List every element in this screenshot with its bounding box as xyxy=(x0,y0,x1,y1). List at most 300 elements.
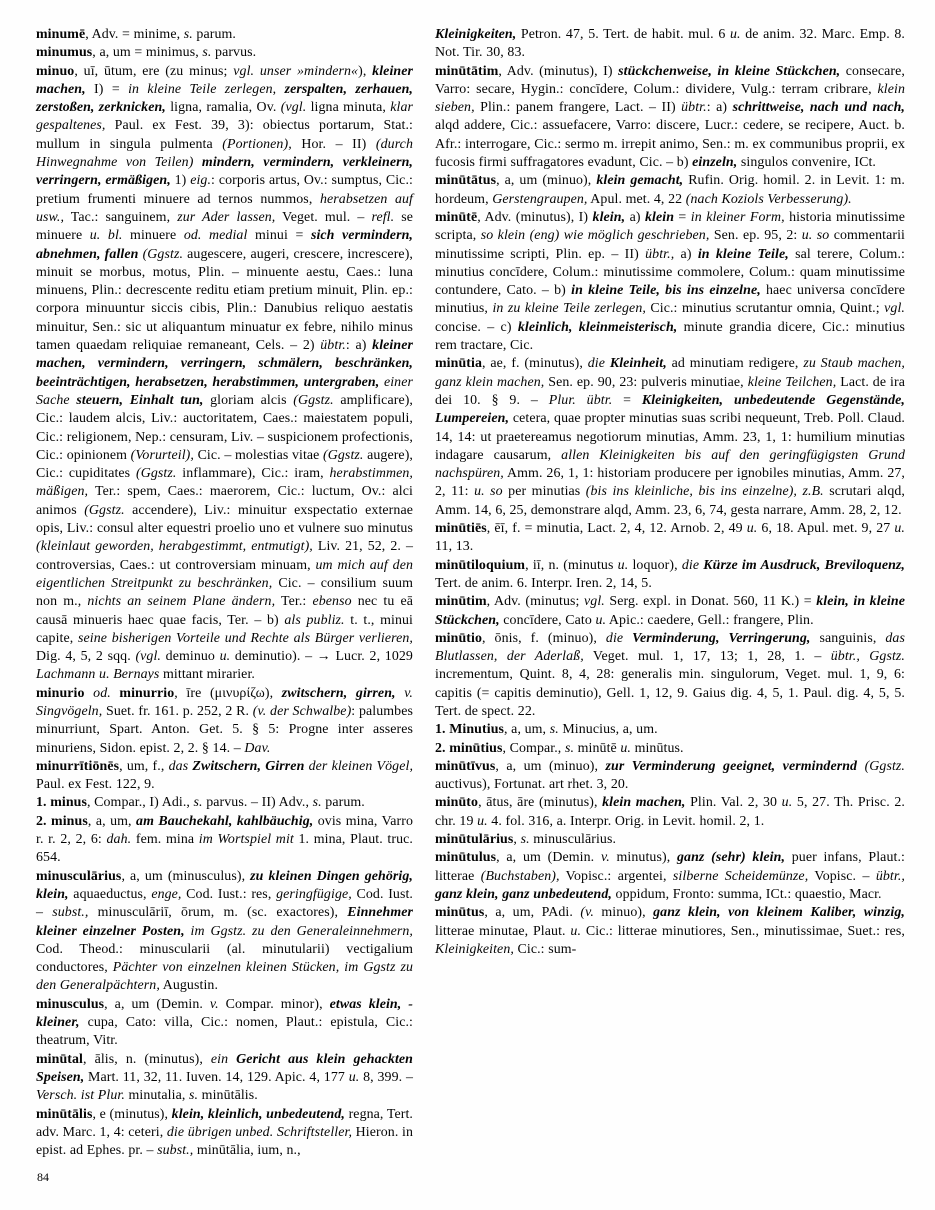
text-segment: Ter.: xyxy=(275,594,313,610)
entry-2-minutius xyxy=(435,740,905,758)
text-segment: stückchenweise, in kleine Stückchen, xyxy=(618,63,841,79)
text-segment: , ātus, āre (minutus), xyxy=(478,795,603,811)
headword: minumus xyxy=(36,45,93,61)
text-segment: die xyxy=(605,630,633,646)
text-segment: Cic. – consilium suum non m., xyxy=(36,575,413,610)
text-segment: , a, um (Demin. xyxy=(104,996,210,1012)
text-segment: Plur. übtr. xyxy=(548,392,613,408)
text-segment: Kleinigkeiten, unbedeutende Gegenstände, Lumpereien, xyxy=(435,392,905,427)
text-segment: , xyxy=(513,832,521,848)
text-segment: parvus. – II) Adv., xyxy=(202,795,313,811)
text-segment: 11, 13. xyxy=(435,539,474,555)
text-segment: Kleinigkeiten, xyxy=(435,941,514,957)
text-segment: deminutio). – → Lucr. 2, 1029 xyxy=(230,649,413,665)
text-segment: Apul. met. 4, 22 xyxy=(587,191,686,207)
headword: minūtātim xyxy=(435,63,499,79)
text-segment: ), xyxy=(358,63,373,79)
text-segment: , ēī, f. = minutia, Lact. 2, 4, 12. Arnob. 2, 49 xyxy=(486,521,747,537)
text-segment: a) xyxy=(625,209,645,225)
entry-minutim xyxy=(435,593,905,630)
text-segment: (Ggstz. xyxy=(864,758,906,774)
text-segment: Paul. ex Fest. 39, 3): obiectus portarum, Stat.: mullum in singula pulmenta xyxy=(36,118,413,152)
text-segment: s. xyxy=(183,27,193,42)
text-segment: (durch Hinwegnahme von Teilen) xyxy=(36,136,413,171)
text-segment: klar gespaltenes, xyxy=(36,100,414,134)
text-segment: in kleine Teile, xyxy=(697,246,789,262)
text-segment: auctivus), Fortunat. art rhet. 3, 20. xyxy=(435,777,629,793)
text-segment: ganz (sehr) klein, xyxy=(676,850,786,866)
text-segment: kleinlich, kleinmeisterisch, xyxy=(517,319,678,335)
text-segment: übtr., xyxy=(645,246,675,262)
text-segment: subst., xyxy=(157,1143,194,1159)
text-segment: , īre (μινυρίζω), xyxy=(174,685,282,701)
text-segment: , xyxy=(272,81,285,97)
text-segment: Amm. 26, 1, 1: historiam producere per ignobiles minutias, Amm. 27, 2, 11: xyxy=(435,466,905,500)
text-segment xyxy=(857,759,864,774)
text-segment: amplificare), Cic.: laudem alcis, Liv.: auctoritatem, Caes.: maiestatem populi, Cic.: religionem, Nep.: censuram, Liv. – suspicionem profectionis, Cic.: opinionem xyxy=(36,392,414,463)
text-segment: zu Staub machen, ganz klein machen, xyxy=(435,356,906,390)
text-segment: s. xyxy=(312,795,322,811)
entry-1-minutius xyxy=(435,721,905,739)
text-segment: Suet. fr. 161. p. 252, 2 R. xyxy=(102,703,253,719)
text-segment: : a) xyxy=(706,100,733,116)
text-segment: minui = xyxy=(247,228,311,244)
text-segment: , ōnis, f. (minuo), xyxy=(482,630,606,646)
text-segment: (Portionen), xyxy=(222,136,292,152)
text-segment: , Adv. (minutus), I) xyxy=(498,63,619,79)
text-segment: Sen. ep. 95, 2: xyxy=(709,228,802,244)
text-segment: sal terere, Colum.: minutius concīdere, Colum.: minutissime commolere, Colum.: quam minutissime contundere, Cato. – b) xyxy=(435,246,905,299)
text-segment: (kleinlaut geworden, herabgestimmt, entmutigt), xyxy=(36,539,313,555)
text-segment: zwitschern, girren, xyxy=(281,685,396,701)
text-segment: zur Verminderung geeignet, vermindernd xyxy=(605,758,858,774)
text-segment: (Ggstz. xyxy=(293,392,334,408)
text-segment: Einnehmer kleiner einzelner Posten, xyxy=(36,905,413,939)
text-segment: se minuere xyxy=(36,209,413,244)
text-segment: ein xyxy=(210,1051,237,1067)
text-segment: ganz klein, von kleinem Kaliber, winzig, xyxy=(653,905,905,921)
entry-minutulus xyxy=(435,849,905,904)
text-segment: nec tu eā causā minueris haec quae facis, Ter. – b) xyxy=(36,594,413,628)
text-segment: minutus), xyxy=(609,850,677,866)
entry-minutio xyxy=(435,630,905,721)
text-segment: (nach Koziols Verbesserung). xyxy=(685,191,852,207)
text-segment: Cod. Iust.: res, xyxy=(181,886,277,902)
page-number: 84 xyxy=(37,1170,49,1184)
headword: minurrītiōnēs xyxy=(36,758,120,774)
entry-minutularius xyxy=(435,831,905,849)
text-segment: u. bl. xyxy=(89,228,123,244)
entry-2-minus xyxy=(36,813,413,868)
text-segment: u. xyxy=(570,923,582,939)
text-segment: Liv. 21, 52, 2. – controversias, Caes.: ut controversiam minuam, xyxy=(36,539,413,573)
text-segment: s. xyxy=(193,795,203,811)
text-segment: in kleine Teile, bis ins einzelne, xyxy=(571,283,761,299)
text-segment: u. xyxy=(219,649,231,665)
text-segment: , a, um (minuo), xyxy=(495,758,606,774)
text-segment: , a, um, PAdi. xyxy=(484,905,581,921)
entry-minutivus xyxy=(435,758,905,795)
text-segment: in kleine Teile zerlegen xyxy=(128,81,273,97)
text-segment: s. xyxy=(564,740,575,756)
text-segment: (Vorurteil), xyxy=(130,447,194,463)
text-segment: v. xyxy=(600,850,610,866)
text-segment: minūtālia, ium, n., xyxy=(193,1143,301,1159)
text-segment: dah. xyxy=(106,832,132,848)
headword: minusculus xyxy=(36,996,105,1012)
text-segment: : palumbes minurriunt, Spart. Anton. Get. 5. § 5: Progne inter asseres minuriens, Sidon. epist. 2, 2. § 14. – xyxy=(36,703,413,756)
text-segment: minuere xyxy=(122,228,184,244)
text-segment: minūtālis. xyxy=(198,1088,258,1104)
text-segment: Paul. ex Fest. 122, 9. xyxy=(36,777,155,793)
text-segment: das xyxy=(168,758,193,774)
text-segment: , ae, f. (minutus), xyxy=(482,356,588,372)
text-segment: im Ggstz. zu den Generaleinnehmern, xyxy=(190,923,414,939)
text-segment: Vopisc. – xyxy=(808,868,876,884)
text-segment: 5, 27. Th. Prisc. 2. chr. 19 xyxy=(435,795,905,829)
text-segment: : a) xyxy=(345,338,373,354)
text-segment: scrutari alqd, Amm. 14, 6, 25, demonstrare alqd, Amm. 23, 6, 74, gesta narrare, Amm. 28, 2, 12. xyxy=(435,484,905,518)
text-segment: , a, um (minuo), xyxy=(496,173,597,189)
entry-minutalis xyxy=(36,1106,413,1161)
text-segment: fem. mina xyxy=(131,832,199,848)
text-segment: übtr. xyxy=(681,100,707,116)
text-segment: ganz klein, ganz unbedeutend, xyxy=(435,886,612,902)
text-segment: Lachmann u. Bernays xyxy=(36,667,160,683)
text-segment: parvus. xyxy=(211,45,257,61)
text-segment: Pächter von einzelnen kleinen Stücken, im Ggstz zu den Generalpächtern, xyxy=(36,960,414,994)
text-segment: Cod. Iust. – xyxy=(36,886,414,921)
text-segment: aquaeductus, xyxy=(68,886,152,902)
text-segment: u. xyxy=(477,813,488,829)
headword: minūtal xyxy=(36,1051,84,1067)
text-segment: Veget. mul. 1, 17, 13; 1, 28, 1. – xyxy=(583,649,831,665)
headword: minūtia xyxy=(435,356,483,372)
text-segment: s. xyxy=(202,45,212,61)
text-segment: commentarii minutissime scripti, Plin. ep. – II) xyxy=(435,228,906,262)
text-segment: die übrigen unbed. Schriftsteller, xyxy=(166,1124,353,1140)
text-segment: 1) xyxy=(170,173,191,189)
text-segment: Mart. 11, 32, 11. Iuven. 14, 129. Apic. 4, 177 xyxy=(84,1069,349,1085)
text-segment: u. xyxy=(595,612,607,628)
text-segment: accendere), Liv.: minuitur exspectatio externae opis, Liv.: consul alter equestri proelio uno et vulnere suo minutus xyxy=(36,502,413,537)
text-segment: 6, 18. Apul. met. 9, 27 xyxy=(757,521,895,537)
text-segment: Minucius, a, um. xyxy=(558,722,658,738)
text-segment: (v. der Schwalbe) xyxy=(252,703,352,719)
text-segment: s. xyxy=(189,1088,199,1104)
text-segment: , e (minutus), xyxy=(92,1106,172,1122)
text-segment: gloriam alcis xyxy=(203,392,294,408)
text-segment: u. so xyxy=(474,484,503,500)
text-segment: (bis ins kleinliche, bis ins einzelne), xyxy=(585,484,798,500)
entry-minutiloquium xyxy=(435,557,905,594)
text-segment: Versch. ist Plur. xyxy=(36,1088,125,1104)
entry-minurritiones xyxy=(36,758,413,795)
text-segment: im Wortspiel mit xyxy=(198,832,294,848)
text-segment: concīdere, Cato xyxy=(499,612,596,628)
text-segment: ovis mina, Varro r. r. 2, 2, 6: xyxy=(36,813,413,848)
text-segment: cetera, quae propter minutias suas scribi nequeunt, Treb. Poll. Claud. 14, 14: ut praetereamus negotiorum minutias, Amm. 23, 1, 1: humilium minutias indagare causarum, xyxy=(435,411,905,463)
text-segment: subst., xyxy=(52,905,89,921)
text-segment: in zu kleine Teile zerlegen, xyxy=(492,301,646,317)
text-segment: parum. xyxy=(192,27,236,42)
text-segment: Dav. xyxy=(244,740,271,756)
entry-minute xyxy=(435,209,905,355)
text-segment: Lact. de ira dei 10. § 9. – xyxy=(435,374,905,408)
text-segment: concise. – c) xyxy=(435,319,518,335)
text-segment: (v. xyxy=(580,905,594,921)
text-segment: alqd addere, Cic.: assuefacere, Varro: discere, Lucr.: cedere, se recipere, Auct. b. Afr.: interrogare, Cic.: sermo m. irrepit animo, Sen.: m. ex communibus proprii, ex fucosis firmi suffragatores evadunt, Cic. – b) xyxy=(435,118,905,171)
text-segment: Hieron. in epist. ad Ephes. pr. – xyxy=(36,1124,413,1159)
headword: minurio xyxy=(36,685,85,701)
text-segment: Augustin. xyxy=(159,978,219,994)
text-segment: od. xyxy=(93,685,111,701)
entry-minutalis-continuation xyxy=(435,26,905,63)
text-segment: herabsetzen auf usw., xyxy=(36,191,414,225)
text-segment: (Ggstz. xyxy=(323,447,364,463)
text-segment xyxy=(396,686,405,701)
headword: minūtus xyxy=(435,905,485,921)
entry-minume xyxy=(36,26,413,44)
headword: minūtiloquium xyxy=(435,557,526,573)
text-segment: einzeln, xyxy=(692,155,738,171)
text-segment: klein, in kleine Stückchen, xyxy=(435,594,905,628)
text-segment: , Adv. = minime, xyxy=(85,27,184,42)
text-segment: vgl. unser »mindern« xyxy=(233,63,359,79)
headword: minūtiēs xyxy=(435,521,487,537)
text-segment: der kleinen Vögel, xyxy=(304,758,414,774)
text-segment: seine bisherigen Vorteile und Rechte als Bürger verlieren, xyxy=(78,630,413,646)
text-segment: consecare, Varro: secare, Hygin.: concīdere, Colum.: dividere, Vulg.: terram cribrare, xyxy=(435,63,905,97)
text-segment: allen Kleinigkeiten bis auf den geringfügigsten Grund nachspüren, xyxy=(435,447,905,482)
text-segment: ad minutiam redigere, xyxy=(666,356,804,372)
text-segment: einer Sache xyxy=(36,374,413,408)
text-segment: , a, um = minimus, xyxy=(92,45,203,61)
text-segment: I) = xyxy=(85,81,129,97)
text-segment: mindern, vermindern, verkleinern, verringern, ermäßigen, xyxy=(36,155,413,189)
text-segment: Hor. – II) xyxy=(291,136,376,152)
text-segment: Sen. ep. 90, 23: pulveris minutiae, xyxy=(544,374,748,390)
two-column-text-block xyxy=(36,26,905,1160)
entry-minutia xyxy=(435,355,905,520)
text-segment: puer infans, Plaut.: litterae xyxy=(435,850,905,884)
headword: minūtātus xyxy=(435,173,497,189)
text-segment: per minutias xyxy=(502,484,586,500)
text-segment: klein gemacht, xyxy=(596,173,684,189)
text-segment: um mich auf den eigentlichen Streitpunkt zu beschränken, xyxy=(36,557,414,591)
entry-minumus xyxy=(36,44,413,62)
text-segment: u. xyxy=(781,795,793,811)
text-segment: singulos convenire, ICt. xyxy=(737,155,876,171)
text-segment: die xyxy=(587,356,610,372)
text-segment: die xyxy=(681,557,704,573)
text-segment: Veget. mul. – xyxy=(275,209,372,225)
text-segment: 1. mina, Plaut. truc. 654. xyxy=(36,832,413,866)
text-segment: 8, 399. – xyxy=(359,1069,414,1085)
text-segment: incrementum, Quint. 8, 4, 28: generalis min. singulorum, Veget. mul. 1, 9, 6: capitis (= capitis deminutio), Gell. 1, 12, 9. Gaius dig. 4, 5, 1. Paul. dig. 4, 5, 5. Tert. de spect. 22. xyxy=(435,667,905,719)
text-segment: Kleinheit, xyxy=(609,356,667,372)
text-segment: Petron. 47, 5. Tert. de habit. mul. 6 xyxy=(516,27,731,42)
text-segment: am Bauchekahl, kahlbäuchig, xyxy=(136,813,314,829)
headword: minūtē xyxy=(435,209,478,225)
text-segment: , Adv. (minutus; xyxy=(486,594,585,610)
text-segment: 4. fol. 316, a. Interpr. Orig. in Levit. homil. 2, 1. xyxy=(487,813,765,829)
headword: minūtīvus xyxy=(435,758,496,774)
text-segment: (Ggstz. xyxy=(142,246,184,262)
text-segment: , uī, ūtum, ere (zu minus; xyxy=(74,63,234,79)
text-segment: z.B. xyxy=(802,484,824,500)
text-segment: Plin. Val. 2, 30 xyxy=(685,795,782,811)
text-segment: augescere, augeri, crescere, increscere), minuit se morbus, motus, Plin. – minuente aestu, Caes.: luna minuens, Plin.: decrescente reditu etiam pretium minuit, Plin. ep.: corpora minuuntur siccis cibis, Plin.: Danubius reliquo aestatis minuitur, Sen.: sic ut aliquantum minuatur ex febre, nihilo minus tamen quaedam reliquiae remaneant, Cels. – 2) xyxy=(36,246,413,354)
text-segment: , Adv. (minutus), I) xyxy=(477,209,593,225)
headword: 1. minus xyxy=(36,795,87,811)
text-segment: in kleiner Form, xyxy=(690,209,785,225)
headword: minumē xyxy=(36,27,86,42)
text-segment: v. xyxy=(209,996,219,1012)
text-segment: minute grandia dicere, Cic.: minutius rem tractare, Cic. xyxy=(435,319,905,354)
text-segment: Verminderung, Verringerung, xyxy=(632,630,811,646)
text-segment: Gerstengraupen, xyxy=(492,191,588,207)
headword: minuo xyxy=(36,63,75,79)
text-segment: Tert. de anim. 6. Interpr. Iren. 2, 14, 5. xyxy=(435,575,652,591)
text-segment: mittant mirarier. xyxy=(159,667,255,683)
text-segment: , a, um (minusculus), xyxy=(121,868,251,884)
entry-1-minus xyxy=(36,794,413,812)
text-segment: ligna minuta, xyxy=(306,100,391,116)
headword: minūtālis xyxy=(36,1106,93,1122)
text-segment: inflammare), Cic.: iram, xyxy=(176,466,330,482)
text-segment: u. so xyxy=(801,228,830,244)
text-segment: ligna, ramalia, Ov. xyxy=(165,100,281,116)
text-segment: , ālis, n. (minutus), xyxy=(83,1051,211,1067)
text-segment: regna, Tert. adv. Marc. 1, 4: ceteri, xyxy=(36,1106,413,1140)
text-segment: Cic.: minutius scrutantur omnia, Quint.; xyxy=(645,301,885,317)
entry-minusculus xyxy=(36,996,413,1051)
text-segment: u. xyxy=(348,1069,360,1085)
headword: 2. minūtius xyxy=(435,740,503,756)
headword: minūtim xyxy=(435,594,487,610)
text-segment: v. Singvögeln, xyxy=(36,685,413,719)
text-segment: , a, um (Demin. xyxy=(496,850,601,866)
text-segment: ebenso xyxy=(312,594,352,610)
text-segment: schrittweise, nach und nach, xyxy=(732,100,905,116)
text-segment xyxy=(193,155,201,170)
text-segment: , um, f., xyxy=(119,758,169,774)
text-segment xyxy=(85,686,94,701)
text-segment: minusculārius. xyxy=(529,832,617,848)
text-segment: zur Ader lassen, xyxy=(177,209,276,225)
text-segment: minūtus. xyxy=(631,740,684,756)
text-segment: minuo), xyxy=(593,905,654,921)
headword: 1. Minutius xyxy=(435,722,505,738)
text-segment: eig. xyxy=(190,173,212,189)
text-segment: minutalia, xyxy=(124,1088,189,1104)
text-segment: haec universa concīdere minutius, xyxy=(435,283,905,317)
text-segment: das Blutlassen, der Aderlaß, xyxy=(435,630,905,665)
text-segment: kleine Teilchen, xyxy=(747,374,837,390)
text-segment: augere), Cic.: cupiditates xyxy=(36,447,413,482)
text-segment: deminuo xyxy=(161,649,220,665)
text-segment: minūtē xyxy=(574,740,621,756)
text-segment: s. xyxy=(520,832,530,848)
text-segment: (Ggstz. xyxy=(136,466,177,482)
headword: minusculārius xyxy=(36,868,122,884)
text-segment: sich vermindern, abnehmen, fallen xyxy=(36,228,413,262)
text-segment: parum. xyxy=(321,795,365,811)
text-segment: Plin.: panem frangere, Lact. – II) xyxy=(474,100,682,116)
text-segment: = xyxy=(674,209,691,225)
entry-minutatus xyxy=(435,172,905,209)
text-segment: minusculāriī, ōrum, m. (sc. exactores), xyxy=(88,905,348,921)
text-segment: Compar. minor), xyxy=(218,996,330,1012)
text-segment: steuern, Einhalt tun, xyxy=(76,392,204,408)
text-segment: de anim. 32. Marc. Emp. 8. Not. Tir. 30, 83. xyxy=(435,27,905,61)
text-segment: , Compar., I) Adi., xyxy=(86,795,194,811)
text-segment: übtr., xyxy=(875,868,906,884)
headword: minurrio xyxy=(119,685,175,701)
entry-minutal xyxy=(36,1051,413,1106)
headword: minūtulus xyxy=(435,850,497,866)
entry-minurio xyxy=(36,685,413,758)
text-segment: Cic.: sum- xyxy=(513,941,577,957)
text-segment: als publiz. xyxy=(284,612,345,628)
text-segment: u. xyxy=(620,740,631,756)
text-segment: etwas klein, -kleiner, xyxy=(36,996,413,1031)
text-segment: kleiner machen, xyxy=(36,63,413,97)
text-segment: kleiner machen, vermindern, verringern, schmälern, beschränken, beeinträchtigen, herabsetzen, herabstimmen, untergraben, xyxy=(36,338,413,390)
text-segment: : corporis artus, Ov.: sumptus, Cic.: pretium frumenti minuere ad ternos nummos, xyxy=(36,173,413,207)
entry-minutus xyxy=(435,904,905,959)
text-segment: vgl. xyxy=(584,594,605,610)
text-segment: u. xyxy=(730,27,741,42)
text-segment: refl. xyxy=(371,209,395,225)
text-segment: , a, um, xyxy=(87,813,137,829)
text-segment: übtr., Ggstz. xyxy=(830,649,906,665)
text-segment: so klein (eng) wie möglich geschrieben, xyxy=(480,228,710,244)
text-segment: Cod. Theod.: minuscularii (al. minutularii) vectigalium conductores, xyxy=(36,941,413,976)
text-segment: u. xyxy=(746,521,758,537)
text-segment: loquor), xyxy=(628,557,682,573)
text-segment: (vgl. xyxy=(280,100,307,116)
text-segment: u. xyxy=(617,557,629,573)
text-segment: zu kleinen Dingen gehörig, klein, xyxy=(36,868,413,902)
text-segment: s. xyxy=(549,722,559,738)
text-segment: klein xyxy=(644,209,675,225)
text-segment: , a, um, xyxy=(504,722,550,738)
text-segment: Kürze im Ausdruck, Breviloquenz, xyxy=(703,557,905,573)
text-segment: cupa, Cato: villa, Cic.: nomen, Plaut.: epistula, Cic.: theatrum, Vitr. xyxy=(36,1015,413,1049)
text-segment: = xyxy=(612,392,642,408)
text-segment: Dig. 4, 5, 2 sqq. xyxy=(36,649,136,665)
entry-minuto xyxy=(435,794,905,831)
text-segment: (Buchstaben), xyxy=(480,868,560,884)
text-segment: a) xyxy=(674,246,698,262)
text-segment: , Compar., xyxy=(502,740,565,756)
text-segment: , iī, n. (minutus xyxy=(525,557,618,573)
text-segment: Ter.: spem, Caes.: maerorem, Cic.: luctum, Ov.: alci animos xyxy=(36,484,413,518)
text-segment: silberne Scheidemünze, xyxy=(672,868,809,884)
text-segment: Tac.: sanguinem, xyxy=(64,209,178,225)
left-column xyxy=(36,26,413,1160)
text-segment: Cic.: litterae minutiores, Sen., minutissimae, Suet.: res, xyxy=(581,923,905,939)
headword: minūtio xyxy=(435,630,483,646)
entry-minuscularius xyxy=(36,868,413,996)
text-segment: t. t., minui capite, xyxy=(36,612,413,646)
text-segment: klein sieben, xyxy=(435,81,905,116)
text-segment: od. medial xyxy=(183,228,248,244)
text-segment: litterae minutae, Plaut. xyxy=(435,923,571,939)
text-segment: Kleinigkeiten, xyxy=(435,27,517,42)
